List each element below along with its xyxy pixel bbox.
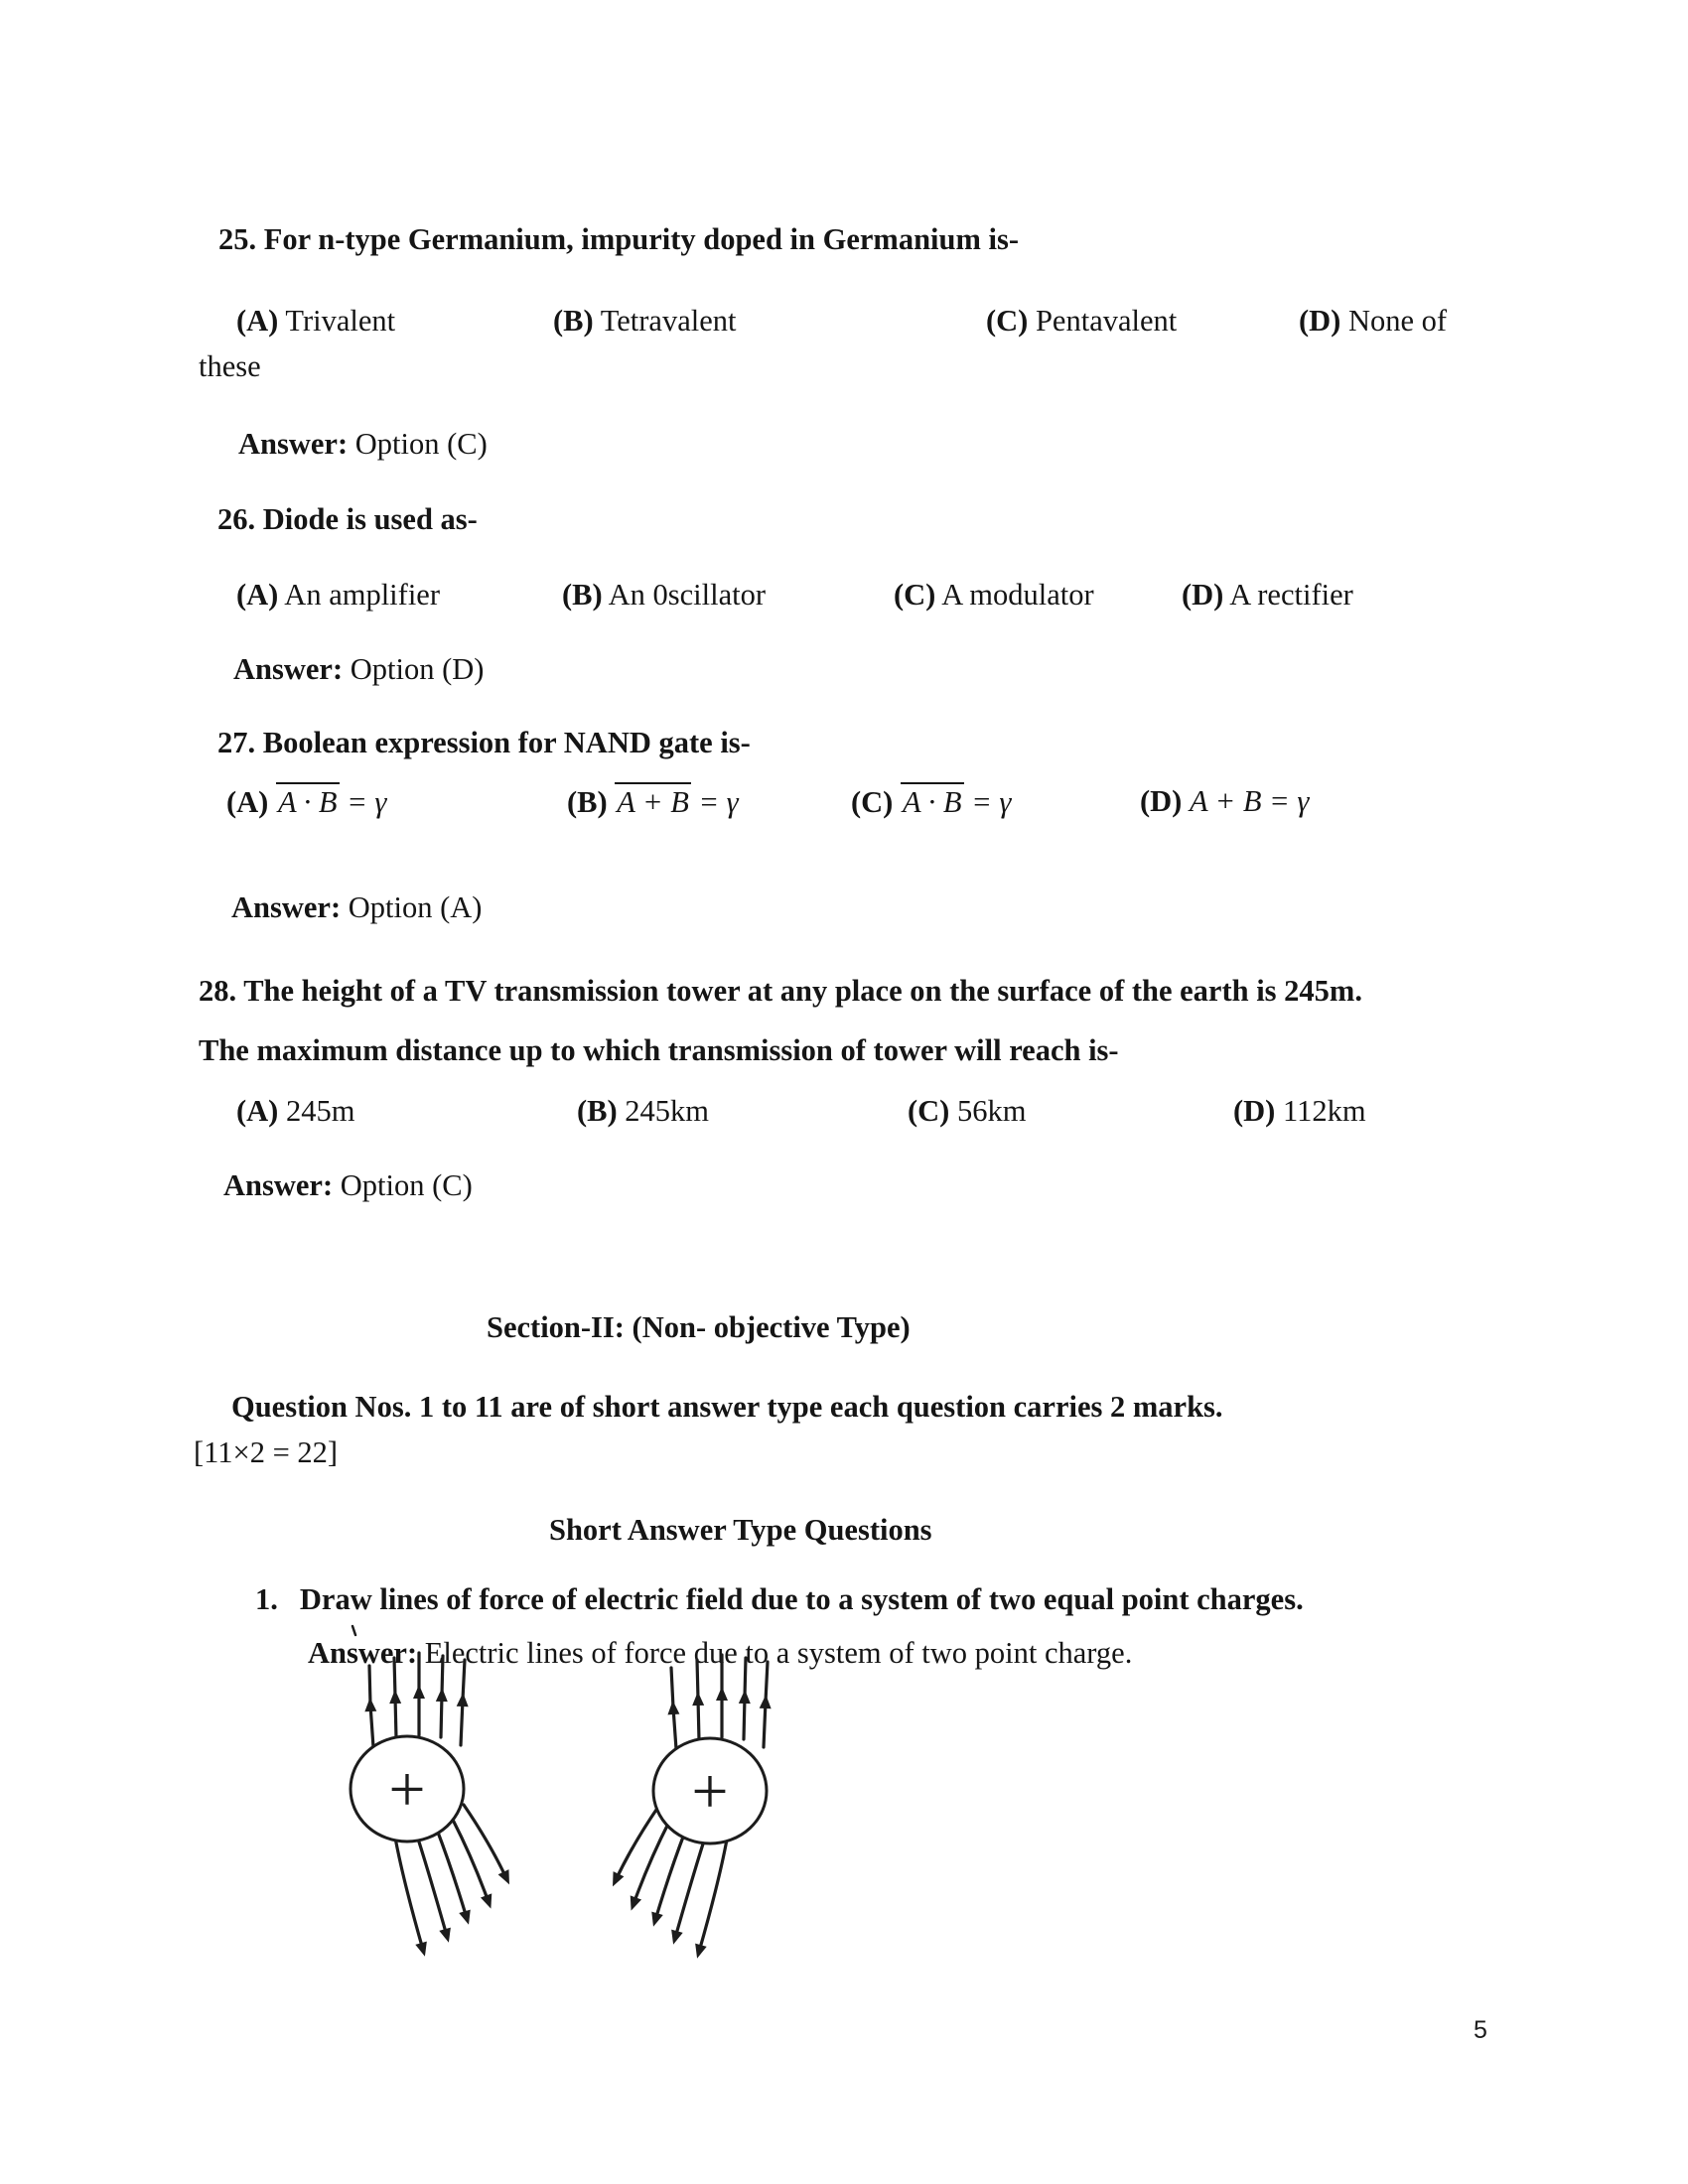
option-26-a <box>236 576 440 614</box>
option-label: (C) <box>986 304 1029 338</box>
question-28-text1: The height of a TV transmission tower at any place on the surface of the earth is 245m. <box>243 974 1362 1008</box>
option-26-c <box>894 576 1094 614</box>
answer-label: Answer: <box>308 1636 418 1670</box>
field-line-down <box>655 1832 685 1920</box>
short-question-1-text: Draw lines of force of electric field due to a system of two equal point charges. <box>299 1582 1304 1616</box>
plus-symbol-left: + <box>388 1753 426 1826</box>
question-26-text: Diode is used as- <box>262 502 478 536</box>
question-25-heading <box>218 220 1688 259</box>
answer-label: Answer: <box>223 1168 334 1202</box>
section-2-marks-note: [11×2 = 22] <box>194 1435 339 1469</box>
option-28-d <box>1233 1092 1366 1131</box>
question-26-heading <box>217 500 1688 539</box>
option-label: (A) <box>236 1094 279 1128</box>
answer-value: Option (C) <box>340 1168 473 1202</box>
option-text: 112km <box>1282 1094 1366 1128</box>
field-lines-diagram <box>338 1620 804 2009</box>
answer-value: Option (D) <box>350 652 485 686</box>
question-26-options <box>0 576 1688 619</box>
math-expression-overline: A · B <box>901 782 964 819</box>
field-line-up <box>441 1656 443 1737</box>
option-label: (B) <box>567 785 608 819</box>
option-text: An 0scillator <box>608 578 767 612</box>
option-25-d <box>1299 302 1447 341</box>
field-line-down <box>464 1805 506 1878</box>
short-question-1-number: 1. <box>255 1582 278 1616</box>
option-text: 245km <box>625 1094 710 1128</box>
question-28-line1 <box>199 961 1688 1021</box>
option-label: (B) <box>562 578 603 612</box>
field-line-up <box>369 1666 373 1747</box>
option-27-c <box>851 782 1011 822</box>
field-line-down <box>616 1807 658 1880</box>
option-25-c <box>986 302 1177 341</box>
section-2-instruction: Question Nos. 1 to 11 are of short answer type each question carries 2 marks. <box>231 1390 1223 1424</box>
option-text: 56km <box>956 1094 1027 1128</box>
option-label: (D) <box>1233 1094 1276 1128</box>
field-line-up <box>764 1662 768 1747</box>
option-label: (D) <box>1182 578 1224 612</box>
option-text: A modulator <box>941 578 1094 612</box>
question-28-number: 28. <box>199 974 237 1008</box>
option-28-c <box>908 1092 1026 1131</box>
math-expression-overline: A · B <box>276 782 340 819</box>
plus-symbol-right: + <box>691 1755 729 1828</box>
question-28-heading <box>199 961 1688 1080</box>
option-text: None of <box>1347 304 1448 338</box>
math-rhs: = γ <box>1269 784 1310 818</box>
answer-label: Answer: <box>231 890 342 924</box>
option-25-d-wrap: these <box>199 349 261 383</box>
field-line-up <box>744 1658 746 1739</box>
option-label: (B) <box>553 304 594 338</box>
stray-tick-mark <box>352 1626 355 1635</box>
math-expression: A + B <box>1189 784 1262 818</box>
option-text: A rectifier <box>1229 578 1353 612</box>
answer-26 <box>233 650 1688 689</box>
field-line-up <box>461 1660 465 1745</box>
answer-label: Answer: <box>233 652 344 686</box>
field-line-down <box>699 1840 727 1952</box>
option-28-b <box>577 1092 709 1131</box>
option-text: Pentavalent <box>1035 304 1178 338</box>
question-25-text: For n-type Germanium, impurity doped in Germanium is- <box>263 222 1020 256</box>
option-label: (C) <box>894 578 936 612</box>
option-label: (D) <box>1299 304 1341 338</box>
option-label: (A) <box>226 785 269 819</box>
option-label: (A) <box>236 578 279 612</box>
answer-28 <box>223 1166 1688 1205</box>
option-26-d <box>1182 576 1353 614</box>
question-28-line2: The maximum distance up to which transmission of tower will reach is- <box>199 1033 1119 1067</box>
answer-value: Option (A) <box>348 890 483 924</box>
field-line-up <box>697 1660 699 1740</box>
math-rhs: = γ <box>971 785 1012 819</box>
field-line-down <box>675 1838 705 1938</box>
page-number: 5 <box>1474 2016 1487 2044</box>
question-27-text: Boolean expression for NAND gate is- <box>262 726 751 759</box>
math-rhs: = γ <box>347 785 387 819</box>
option-text: Trivalent <box>285 304 396 338</box>
question-26-number: 26. <box>217 502 256 536</box>
option-text: An amplifier <box>284 578 440 612</box>
answer-25 <box>238 425 1688 464</box>
field-line-up <box>671 1668 676 1749</box>
field-line-up <box>394 1658 396 1738</box>
short-answer-subheading: Short Answer Type Questions <box>549 1513 932 1547</box>
option-label: (D) <box>1140 784 1183 818</box>
math-rhs: = γ <box>698 785 739 819</box>
question-27-heading <box>217 724 1688 762</box>
field-line-down <box>437 1830 467 1918</box>
math-expression-overline: A + B <box>615 782 691 819</box>
question-27-options <box>0 782 1688 838</box>
option-27-d <box>1140 782 1309 821</box>
option-text: Tetravalent <box>600 304 737 338</box>
answer-value: Option (C) <box>354 427 488 461</box>
option-25-b <box>553 302 736 341</box>
question-25-number: 25. <box>218 222 257 256</box>
question-27-number: 27. <box>217 726 256 759</box>
field-line-down <box>417 1836 447 1936</box>
option-label: (A) <box>236 304 279 338</box>
option-26-b <box>562 576 766 614</box>
question-25-options <box>0 302 1688 345</box>
option-text: 245m <box>285 1094 355 1128</box>
option-27-b <box>567 782 739 822</box>
option-label: (C) <box>908 1094 950 1128</box>
question-28-options <box>0 1092 1688 1136</box>
field-line-down <box>395 1838 423 1950</box>
short-question-1 <box>255 1580 1688 1619</box>
option-25-a <box>236 302 395 341</box>
option-label: (C) <box>851 785 894 819</box>
option-28-a <box>236 1092 354 1131</box>
section-2-title: Section-II: (Non- objective Type) <box>487 1310 911 1344</box>
figure-electric-field-lines <box>338 1620 804 2009</box>
answer-value: Electric lines of force due to a system of two point charge. <box>424 1636 1133 1670</box>
option-27-a <box>226 782 386 822</box>
answer-27 <box>231 888 1688 927</box>
answer-label: Answer: <box>238 427 349 461</box>
option-label: (B) <box>577 1094 618 1128</box>
